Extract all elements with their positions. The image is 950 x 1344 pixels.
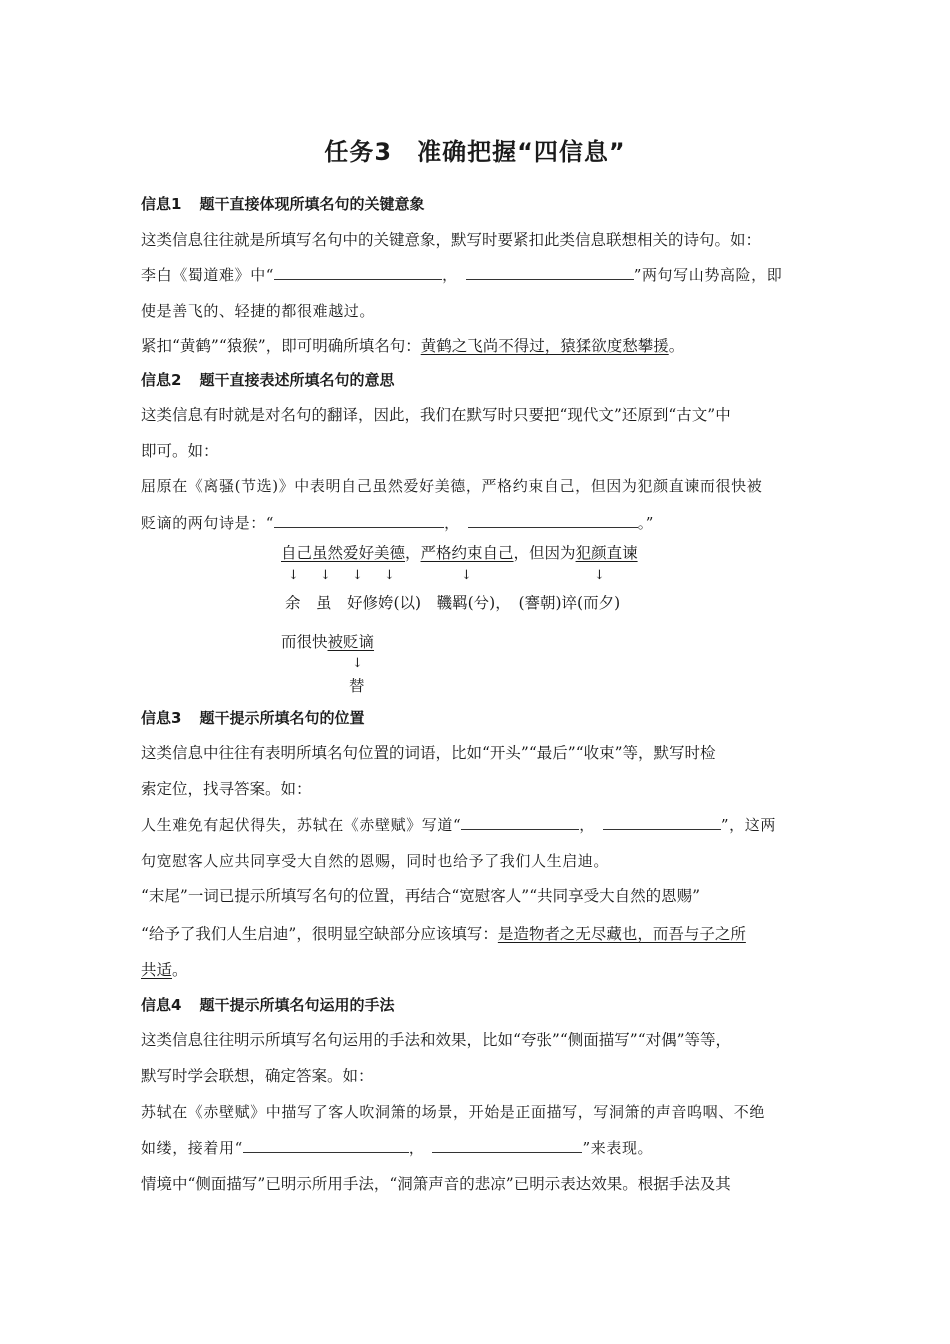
info1-line4 bbox=[141, 335, 813, 357]
info3-line5: “末尾”一词已提示所填写名句的位置，再结合“宽慰客人”“共同享受大自然的恩赐” bbox=[141, 887, 701, 905]
info4-line3: 苏轼在《赤壁赋》中描写了客人吹洞箫的场景，开始是正面描写，写洞箫的声音呜咽、不绝 bbox=[141, 1103, 766, 1121]
info4-heading-text: 题干提示所填名句运用的手法 bbox=[199, 996, 395, 1014]
info1-number: 信息1 bbox=[141, 195, 182, 213]
page-title: 任务3 准确把握“四信息” bbox=[324, 138, 626, 166]
info1-answer: 黄鹤之飞尚不得过，猿猱欲度愁攀援 bbox=[420, 337, 669, 355]
fill-blank[interactable] bbox=[468, 513, 638, 528]
info3-line3-text-c: ”，这两 bbox=[720, 816, 776, 834]
annotation-phrase-4: 被贬谪 bbox=[327, 633, 375, 651]
info4-line4-text-a: 如缕，接着用“ bbox=[141, 1139, 243, 1157]
annotation-connector: ，但因为 bbox=[513, 544, 576, 562]
info2-heading bbox=[141, 369, 394, 390]
info1-heading-text: 题干直接体现所填名句的关键意象 bbox=[199, 195, 425, 213]
annotation-row-3 bbox=[281, 630, 374, 652]
fill-blank[interactable] bbox=[461, 815, 579, 830]
info1-line4-text-a: 紧扣“黄鹤”“猿猴”，即可明确所填名句： bbox=[141, 337, 421, 355]
arrow-icon: ↓ bbox=[384, 568, 395, 583]
annotation-phrase-1: 自己虽然爱好美德 bbox=[281, 544, 406, 562]
info4-line5: 情境中“侧面描写”已明示所用手法，“洞箫声音的悲凉”已明示表达效果。根据手法及其 bbox=[141, 1175, 731, 1193]
fill-blank[interactable] bbox=[243, 1138, 409, 1153]
annotation-phrase-2: 严格约束自己 bbox=[420, 544, 514, 562]
info4-number: 信息4 bbox=[141, 996, 182, 1014]
info1-line2 bbox=[141, 264, 813, 286]
info2-line4 bbox=[141, 512, 813, 534]
info4-line4 bbox=[141, 1137, 813, 1159]
annotation-row-4: 替 bbox=[349, 677, 365, 695]
arrow-icon: ↓ bbox=[320, 568, 331, 583]
info2-line2: 即可。如： bbox=[141, 442, 219, 460]
info2-heading-text: 题干直接表述所填名句的意思 bbox=[199, 371, 395, 389]
annotation-phrase-3: 犯颜直谏 bbox=[575, 544, 638, 562]
fill-blank[interactable] bbox=[274, 513, 444, 528]
info3-number: 信息3 bbox=[141, 709, 182, 727]
info3-line4: 句宽慰客人应共同享受大自然的恩赐，同时也给予了我们人生启迪。 bbox=[141, 852, 610, 870]
info2-line3: 屈原在《离骚(节选)》中表明自己虽然爱好美德，严格约束自己，但因为犯颜直谏而很快被 bbox=[141, 477, 763, 495]
info1-line3: 使是善飞的、轻捷的都很难越过。 bbox=[141, 302, 376, 320]
info3-line3-text-b: ， bbox=[579, 816, 595, 834]
info1-line2-text-b: ， bbox=[442, 266, 458, 284]
arrow-icon: ↓ bbox=[288, 568, 299, 583]
annotation-text: 而很快 bbox=[281, 633, 328, 651]
info2-number: 信息2 bbox=[141, 371, 182, 389]
info2-line4-text-a: 贬谪的两句诗是：“ bbox=[141, 514, 275, 532]
fill-blank[interactable] bbox=[466, 265, 634, 280]
info3-line7-period: 。 bbox=[172, 961, 188, 979]
info3-heading bbox=[141, 707, 364, 728]
info4-line4-text-b: ， bbox=[408, 1139, 425, 1157]
info2-line1: 这类信息有时就是对名句的翻译，因此，我们在默写时只要把“现代文”还原到“古文”中 bbox=[141, 406, 731, 424]
info2-line4-text-c: 。” bbox=[637, 514, 655, 532]
info4-line4-text-c: ”来表现。 bbox=[582, 1139, 654, 1157]
info4-line1: 这类信息往往明示所填写名句运用的手法和效果，比如“夸张”“侧面描写”“对偶”等等， bbox=[141, 1031, 732, 1049]
info1-line2-text-a: 李白《蜀道难》中“ bbox=[141, 266, 275, 284]
annotation-comma-1: ， bbox=[405, 544, 421, 562]
info3-line3 bbox=[141, 814, 813, 836]
info3-line7 bbox=[141, 959, 813, 981]
fill-blank[interactable] bbox=[603, 815, 721, 830]
info3-line1: 这类信息中往往有表明所填名句位置的词语，比如“开头”“最后”“收束”等，默写时检 bbox=[141, 744, 716, 762]
arrow-icon: ↓ bbox=[594, 568, 605, 583]
info3-answer-end: 共适 bbox=[141, 961, 173, 979]
info1-line1: 这类信息往往就是所填写名句中的关键意象，默写时要紧扣此类信息联想相关的诗句。如： bbox=[141, 231, 762, 249]
info4-heading bbox=[141, 994, 394, 1015]
fill-blank[interactable] bbox=[274, 265, 442, 280]
info3-answer: 是造物者之无尽藏也，而吾与子之所 bbox=[497, 925, 746, 943]
annotation-row-1 bbox=[281, 541, 638, 563]
info1-line4-text-c: 。 bbox=[668, 337, 685, 355]
info1-heading bbox=[141, 193, 424, 214]
info3-line6 bbox=[141, 923, 813, 945]
info2-line4-text-b: ， bbox=[444, 514, 460, 532]
info3-heading-text: 题干提示所填名句的位置 bbox=[199, 709, 365, 727]
arrow-icon: ↓ bbox=[352, 656, 363, 671]
info1-line2-text-c: ”两句写山势高险，即 bbox=[633, 266, 783, 284]
info3-line3-text-a: 人生难免有起伏得失，苏轼在《赤壁赋》写道“ bbox=[141, 816, 462, 834]
arrow-icon: ↓ bbox=[352, 568, 363, 583]
arrow-icon: ↓ bbox=[461, 568, 472, 583]
info3-line6-text-a: “给予了我们人生启迪”，很明显空缺部分应该填写： bbox=[141, 925, 498, 943]
annotation-row-2: 余 虽 好修姱(以) 鞿羁(兮)， (謇朝)谇(而夕) bbox=[285, 594, 621, 612]
fill-blank[interactable] bbox=[432, 1138, 582, 1153]
info3-line2: 索定位，找寻答案。如： bbox=[141, 780, 312, 798]
info4-line2: 默写时学会联想，确定答案。如： bbox=[141, 1067, 374, 1085]
